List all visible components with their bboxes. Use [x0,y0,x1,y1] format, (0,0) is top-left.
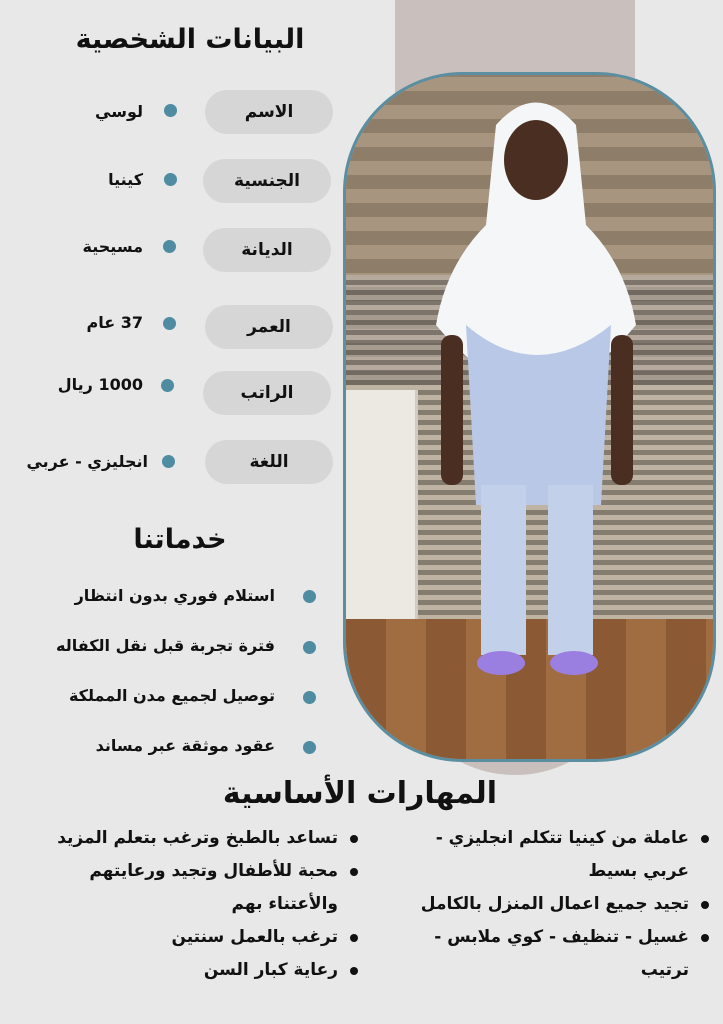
bullet-dot [303,641,316,654]
services-title: خدماتنا [133,524,227,555]
label-language: اللغة [205,440,333,484]
service-item: توصيل لجميع مدن المملكة [68,686,275,705]
bullet-dot [303,590,316,603]
service-item: عقود موثقة عبر مساند [95,736,275,755]
worker-photo [343,72,716,762]
skill-item: غسيل - تنظيف - كوي ملابس - [371,921,711,954]
value-name: لوسي [95,102,143,121]
skill-item: رعاية كبار السن [0,954,360,987]
label-religion: الديانة [203,228,331,272]
bullet-dot [303,691,316,704]
bullet-dot [164,173,177,186]
personal-info-title: البيانات الشخصية [75,24,305,55]
bullet-dot [162,455,175,468]
value-salary: 1000 ريال [57,375,143,394]
skill-item: عاملة من كينيا تتكلم انجليزي - [371,822,711,855]
bullet-dot [161,379,174,392]
label-nationality: الجنسية [203,159,331,203]
skill-item: تساعد بالطبخ وترغب بتعلم المزيد [0,822,360,855]
value-age: 37 عام [86,313,143,332]
value-religion: مسيحية [82,237,143,256]
service-item: فترة تجربة قبل نقل الكفاله [55,636,275,655]
skill-item: محبة للأطفال وتجيد ورعايتهم [0,855,360,888]
skill-item: تجيد جميع اعمال المنزل بالكامل [371,888,711,921]
skills-left-column [0,822,360,987]
value-nationality: كينيا [108,170,143,189]
label-age: العمر [205,305,333,349]
service-item: استلام فوري بدون انتظار [74,586,275,605]
skills-right-column [371,822,711,987]
bullet-dot [164,104,177,117]
label-name: الاسم [205,90,333,134]
skill-item: ترغب بالعمل سنتين [0,921,360,954]
skill-item-continuation: ترتيب [640,960,689,980]
bullet-dot [163,317,176,330]
skill-item-continuation: والأعتناء بهم [231,894,338,914]
bullet-dot [163,240,176,253]
value-language: انجليزي - عربي [26,452,148,471]
skills-title: المهارات الأساسية [222,776,498,811]
person-figure [436,85,636,675]
skill-item-continuation: عربي بسيط [588,861,689,881]
label-salary: الراتب [203,371,331,415]
bullet-dot [303,741,316,754]
